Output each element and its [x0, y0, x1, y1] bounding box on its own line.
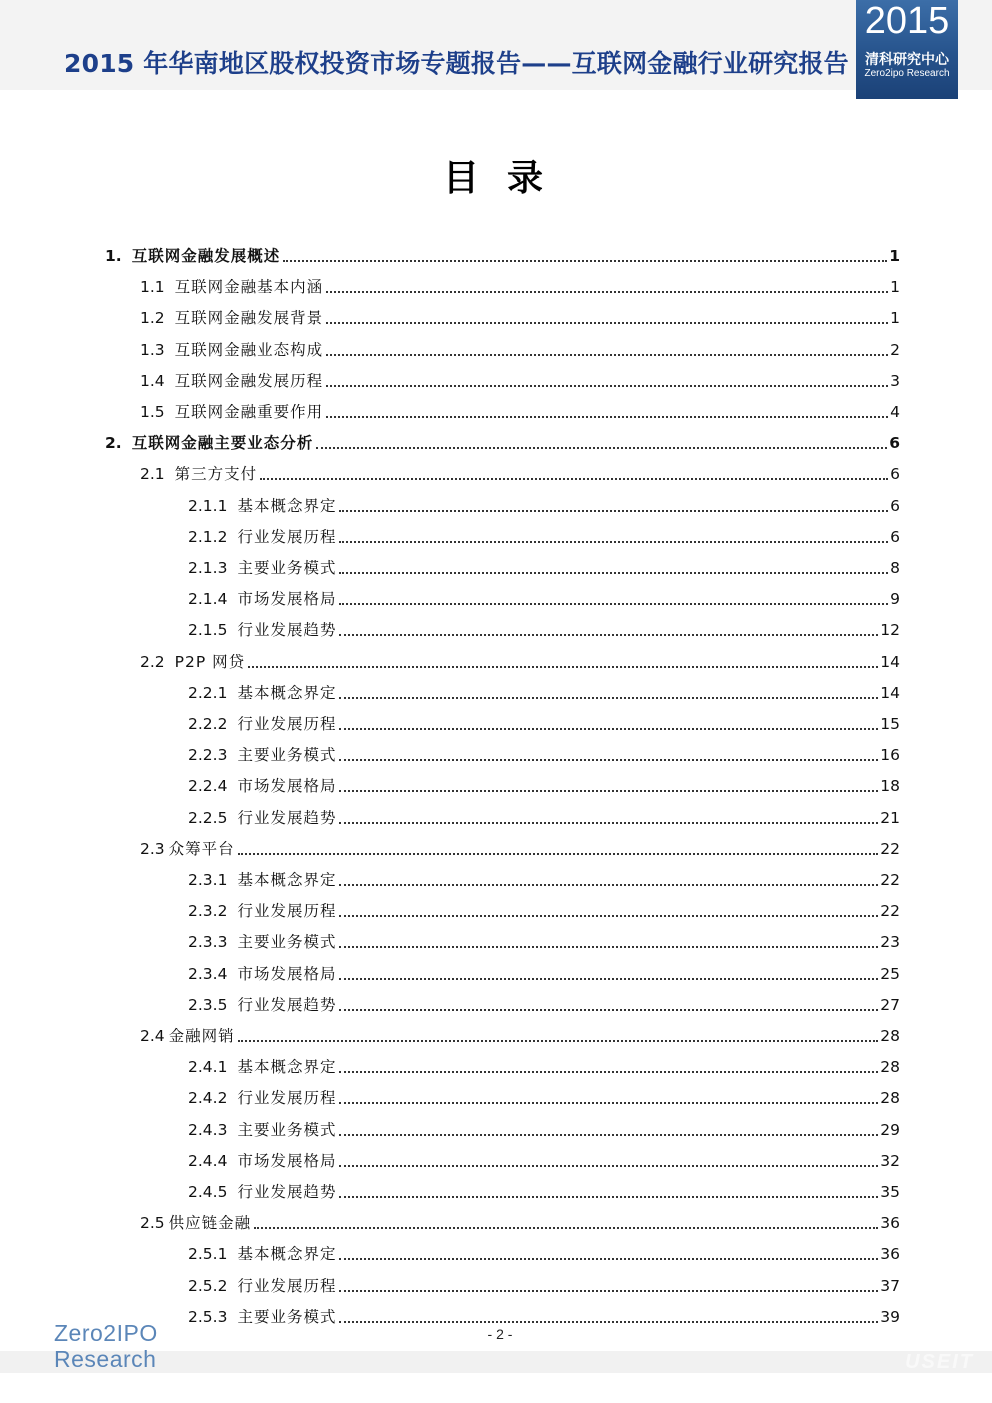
toc-entry-page: 6: [890, 465, 900, 484]
logo-year: 2015: [864, 0, 950, 42]
toc-entry[interactable]: [140, 273, 900, 297]
toc-entry-label: 主要业务模式: [237, 559, 337, 577]
toc-dot-leader: [339, 946, 878, 948]
toc-dot-leader: [326, 385, 888, 387]
brand-line-1: Zero2IPO: [54, 1320, 158, 1346]
toc-entry-label: 基本概念界定: [237, 683, 337, 702]
toc-entry-number: 2.2: [140, 652, 165, 671]
toc-entry-label: 互联网金融重要作用: [174, 403, 324, 421]
toc-entry-page: 6: [889, 434, 900, 453]
toc-dot-leader: [339, 1321, 878, 1323]
toc-entry-number: 2.4.3: [188, 1120, 228, 1139]
logo-chinese-name: 清科研究中心: [865, 52, 949, 68]
toc-entry-number: 2.3.1: [188, 871, 228, 889]
toc-entry[interactable]: [188, 960, 900, 984]
toc-entry[interactable]: [188, 1178, 900, 1202]
toc-dot-leader: [326, 416, 888, 418]
toc-dot-leader: [339, 1009, 878, 1011]
toc-entry[interactable]: [188, 991, 900, 1015]
toc-dot-leader: [326, 322, 888, 324]
toc-entry-page: 35: [880, 1183, 900, 1201]
toc-entry-label: 市场发展格局: [237, 777, 337, 796]
toc-entry-page: 14: [880, 683, 900, 702]
toc-dot-leader: [339, 1102, 878, 1104]
toc-dot-leader: [283, 260, 887, 262]
toc-entry[interactable]: [140, 398, 900, 422]
toc-entry-label: 互联网金融发展概述: [131, 247, 281, 265]
toc-dot-leader: [339, 759, 878, 761]
toc-entry-label: 市场发展格局: [237, 1151, 337, 1170]
toc-dot-leader: [326, 291, 888, 293]
toc-entry[interactable]: [140, 460, 900, 484]
toc-dot-leader: [339, 510, 888, 512]
toc-entry-page: 4: [890, 403, 900, 421]
toc-entry[interactable]: [140, 1022, 900, 1046]
toc-entry-label: 基本概念界定: [237, 1245, 337, 1264]
toc-entry[interactable]: [140, 304, 900, 328]
toc-entry[interactable]: [188, 928, 900, 952]
toc-entry[interactable]: [188, 1053, 900, 1077]
toc-entry-number: 2.1.1: [188, 496, 228, 515]
toc-entry-page: 36: [880, 1245, 900, 1264]
toc-entry-page: 1: [889, 247, 900, 265]
toc-entry-number: 2.2.2: [188, 715, 228, 733]
toc-entry[interactable]: [140, 336, 900, 360]
toc-entry[interactable]: [105, 242, 900, 266]
toc-entry-number: 1.3: [140, 340, 165, 359]
toc-entry[interactable]: [188, 492, 900, 516]
toc-entry-label: 行业发展历程: [237, 902, 337, 921]
toc-entry-number: 1.2: [140, 309, 165, 328]
toc-entry-label: 行业发展趋势: [237, 995, 337, 1014]
toc-dot-leader: [260, 478, 888, 480]
toc-entry-page: 16: [880, 746, 900, 765]
toc-entry-number: 2.4.4: [188, 1151, 228, 1170]
toc-entry[interactable]: [188, 1147, 900, 1171]
toc-entry-number: 2.1.5: [188, 621, 228, 640]
toc-dot-leader: [339, 1290, 878, 1292]
toc-dot-leader: [339, 1165, 878, 1167]
toc-entry[interactable]: [188, 710, 900, 734]
toc-dot-leader: [339, 634, 878, 636]
toc-entry[interactable]: [188, 585, 900, 609]
toc-entry-label: 主要业务模式: [237, 1307, 337, 1326]
toc-entry-number: 2.1.2: [188, 527, 228, 546]
toc-entry-page: 22: [880, 871, 900, 889]
toc-entry-label: 主要业务模式: [237, 746, 337, 765]
toc-entry-page: 21: [880, 808, 900, 827]
toc-entry-page: 1: [890, 278, 900, 297]
toc-entry-number: 1.5: [140, 403, 165, 421]
toc-entry[interactable]: [188, 804, 900, 828]
toc-entry-page: 6: [890, 527, 900, 546]
toc-entry-number: 2.5.2: [188, 1276, 228, 1295]
toc-entry[interactable]: [188, 679, 900, 703]
toc-dot-leader: [339, 541, 888, 543]
toc-dot-leader: [339, 1071, 878, 1073]
toc-entry-page: 37: [880, 1276, 900, 1295]
toc-entry-number: 2.3.4: [188, 964, 228, 983]
toc-entry-number: 2.3.5: [188, 995, 228, 1014]
logo-english-name: Zero2ipo Research: [864, 68, 950, 79]
toc-entry-number: 2.5.3: [188, 1307, 228, 1326]
toc-entry[interactable]: [140, 648, 900, 672]
toc-entry[interactable]: [105, 429, 900, 453]
toc-dot-leader: [238, 853, 879, 855]
toc-entry-number: 2.4.5: [188, 1183, 228, 1201]
toc-entry-number: 2.1.3: [188, 559, 228, 577]
toc-dot-leader: [316, 447, 887, 449]
toc-entry-page: 1: [890, 309, 900, 328]
toc-entry-page: 22: [880, 839, 900, 858]
toc-entry[interactable]: [188, 554, 900, 578]
toc-entry-label: 行业发展历程: [237, 527, 337, 546]
toc-entry-label: 供应链金融: [168, 1214, 252, 1233]
toc-entry-label: 行业发展趋势: [237, 808, 337, 827]
toc-entry-label: 基本概念界定: [237, 1058, 337, 1077]
toc-entry[interactable]: [140, 367, 900, 391]
toc-dot-leader: [339, 1134, 878, 1136]
toc-dot-leader: [238, 1040, 879, 1042]
toc-entry[interactable]: [188, 897, 900, 921]
toc-dot-leader: [339, 915, 878, 917]
page-number: - 2 -: [487, 1326, 513, 1342]
toc-entry-label: 互联网金融发展背景: [174, 309, 324, 328]
toc-entry[interactable]: [188, 1084, 900, 1108]
toc-entry-label: 行业发展历程: [237, 1089, 337, 1108]
toc-entry-page: 2: [890, 340, 900, 359]
toc-entry-page: 36: [880, 1214, 900, 1233]
toc-entry-number: 2.3.2: [188, 902, 228, 921]
toc-entry-page: 27: [880, 995, 900, 1014]
toc-entry-label: 行业发展历程: [237, 1276, 337, 1295]
toc-entry-number: 2.2.5: [188, 808, 228, 827]
toc-dot-leader: [339, 728, 878, 730]
toc-entry-page: 15: [880, 715, 900, 733]
toc-entry-page: 9: [890, 590, 900, 609]
toc-entry[interactable]: [188, 523, 900, 547]
toc-entry-page: 22: [880, 902, 900, 921]
toc-entry-number: 1.4: [140, 371, 165, 390]
toc-entry-label: 基本概念界定: [237, 496, 337, 515]
toc-entry-number: 2.4: [140, 1027, 165, 1045]
toc-entry-label: 市场发展格局: [237, 964, 337, 983]
toc-dot-leader: [339, 978, 878, 980]
toc-entry-page: 39: [880, 1307, 900, 1326]
toc-entry-label: 互联网金融发展历程: [174, 371, 324, 390]
toc-entry-number: 2.4.1: [188, 1058, 228, 1077]
toc-entry-page: 29: [880, 1120, 900, 1139]
toc-entry-number: 2.4.2: [188, 1089, 228, 1108]
toc-entry-label: 行业发展趋势: [237, 621, 337, 640]
toc-entry-label: 主要业务模式: [237, 933, 337, 952]
toc-entry[interactable]: [188, 1272, 900, 1296]
toc-entry[interactable]: [188, 616, 900, 640]
toc-entry-label: 市场发展格局: [237, 590, 337, 609]
toc-entry-number: 2.2.1: [188, 683, 228, 702]
toc-entry[interactable]: [188, 1240, 900, 1264]
toc-entry-number: 2.1: [140, 465, 165, 484]
toc-entry-label: 互联网金融主要业态分析: [131, 434, 314, 453]
toc-entry-number: 2.5: [140, 1214, 165, 1233]
toc-entry-number: 2.2.3: [188, 746, 228, 765]
zero2ipo-2015-logo: [856, 0, 958, 99]
toc-entry-page: 28: [880, 1058, 900, 1077]
toc-entry[interactable]: [188, 866, 900, 890]
report-title: 2015 年华南地区股权投资市场专题报告——互联网金融行业研究报告: [64, 49, 849, 78]
toc-entry-page: 28: [880, 1089, 900, 1108]
toc-entry-page: 23: [880, 933, 900, 952]
toc-dot-leader: [326, 354, 888, 356]
toc-entry-page: 28: [880, 1027, 900, 1045]
toc-entry-number: 1.1: [140, 278, 165, 297]
toc-entry-page: 14: [880, 652, 900, 671]
toc-entry-page: 3: [890, 371, 900, 390]
toc-dot-leader: [339, 1196, 878, 1198]
toc-dot-leader: [339, 603, 888, 605]
toc-entry-label: 第三方支付: [174, 465, 258, 484]
brand-line-2: Research: [54, 1346, 157, 1372]
toc-entry-number: 2.2.4: [188, 777, 228, 796]
toc-dot-leader: [248, 666, 878, 668]
toc-entry[interactable]: [188, 772, 900, 796]
toc-entry[interactable]: [140, 835, 900, 859]
toc-entry-number: 2.1.4: [188, 590, 228, 609]
toc-dot-leader: [254, 1227, 878, 1229]
toc-entry-page: 32: [880, 1151, 900, 1170]
toc-entry-number: 2.: [105, 434, 122, 453]
toc-dot-leader: [339, 790, 878, 792]
toc-entry-label: 众筹平台: [168, 839, 235, 858]
footer-watermark: USEIT: [905, 1351, 974, 1373]
toc-entry-label: 基本概念界定: [237, 871, 337, 889]
toc-entry-number: 2.3: [140, 839, 165, 858]
toc-entry-number: 2.3.3: [188, 933, 228, 952]
toc-entry-page: 12: [880, 621, 900, 640]
toc-entry-label: 行业发展历程: [237, 715, 337, 733]
toc-entry-label: 互联网金融业态构成: [174, 340, 324, 359]
toc-dot-leader: [339, 697, 878, 699]
toc-entry-page: 18: [880, 777, 900, 796]
toc-entry[interactable]: [188, 741, 900, 765]
toc-dot-leader: [339, 572, 888, 574]
toc-dot-leader: [339, 1258, 878, 1260]
toc-entry-label: 金融网销: [168, 1027, 235, 1045]
toc-entry-number: 1.: [105, 247, 122, 265]
toc-entry-number: 2.5.1: [188, 1245, 228, 1264]
toc-entry[interactable]: [188, 1303, 900, 1327]
toc-dot-leader: [339, 884, 878, 886]
toc-entry-page: 25: [880, 964, 900, 983]
toc-dot-leader: [339, 822, 878, 824]
toc-entry-page: 8: [890, 559, 900, 577]
zero2ipo-research-logo: [54, 1320, 158, 1372]
toc-entry[interactable]: [140, 1209, 900, 1233]
toc-entry-label: P2P 网贷: [174, 652, 246, 671]
toc-entry-label: 互联网金融基本内涵: [174, 278, 324, 297]
toc-entry[interactable]: [188, 1116, 900, 1140]
toc-entry-page: 6: [890, 496, 900, 515]
toc-entry-label: 主要业务模式: [237, 1120, 337, 1139]
toc-heading: 目录: [442, 158, 571, 199]
toc-entry-label: 行业发展趋势: [237, 1183, 337, 1201]
